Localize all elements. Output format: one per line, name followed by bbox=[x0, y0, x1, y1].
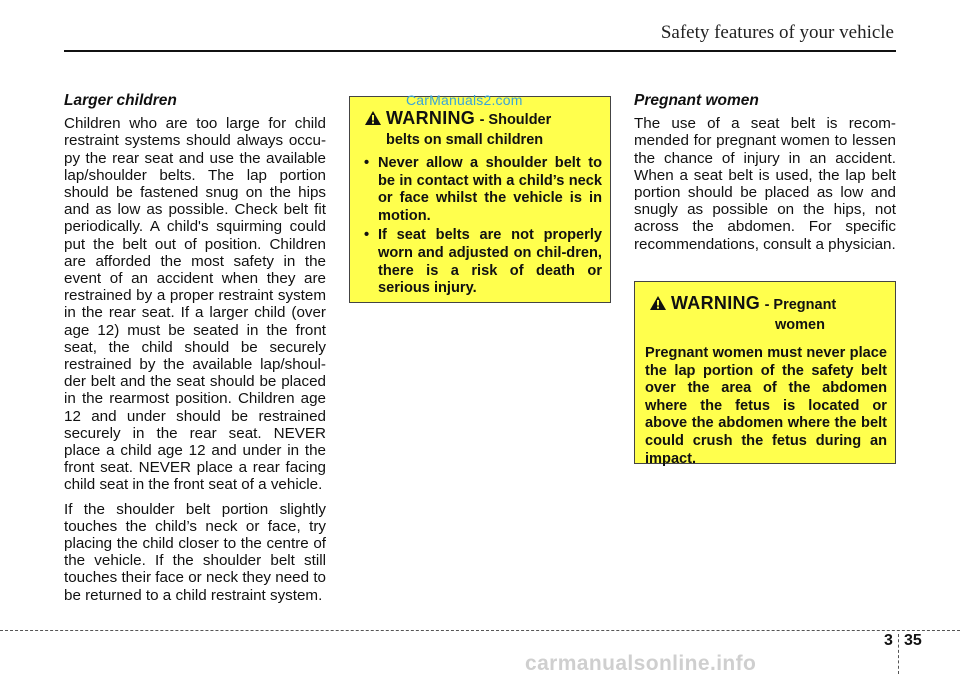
chapter-number: 3 bbox=[884, 632, 893, 649]
warning-triangle-icon bbox=[364, 110, 386, 131]
paragraph: The use of a seat belt is recom-mended for pregnant women to lessen the chance of injury in an accident. When a seat belt is used, the lap belt portion should be placed as low and snugly as possible on the hips, not across the abdomen. For specific recommendations, consult a physician. bbox=[634, 115, 896, 253]
warning-header bbox=[645, 294, 887, 316]
warning-label: WARNING bbox=[671, 293, 761, 313]
warning-box-shoulder-belts bbox=[349, 96, 611, 303]
watermark-text-top: CarManuals2.com bbox=[406, 92, 523, 108]
warning-header bbox=[364, 109, 602, 131]
page-number: 35 bbox=[904, 632, 922, 649]
warning-subtitle: - Shoulder bbox=[479, 112, 552, 128]
list-item: • If seat belts are not properly worn and adjusted on chil-dren, there is a risk of death or serious injury. bbox=[364, 227, 602, 297]
warning-label: WARNING bbox=[386, 108, 476, 128]
warning-subtitle-continued: belts on small children bbox=[386, 132, 544, 148]
page-number-separator bbox=[898, 634, 899, 674]
paragraph: If the shoulder belt portion slightly touches the child’s neck or face, try placing the child closer to the centre of the vehicle. If the shoulder belt still touches their face or neck they need to be returned to a child restraint system. bbox=[64, 500, 326, 604]
header-divider bbox=[64, 50, 896, 52]
warning-triangle-icon bbox=[649, 295, 671, 316]
warning-subtitle: - Pregnant bbox=[764, 297, 837, 313]
watermark-text-bottom: carmanualsonline.info bbox=[525, 652, 757, 675]
paragraph: Children who are too large for child restraint systems should always occu-py the rear seat and use the available lap/shoulder belts. The lap portion should be fastened snug on the hips and as low as possible. Check belt fit periodically. A child's squirming could put the belt out of position. Children are afforded the most safety in the event of an accident when they are restrained by a proper restraint system in the rear seat. If a larger child (over age 12) must be seated in the front seat, the child should be securely restrained by the available lap/shoul-der belt and the seat should be placed in the rearmost position. Children age 12 and under should be restrained securely in the rear seat. NEVER place a child age 12 and under in the front seat. NEVER place a rear facing child seat in the front seat of a vehicle. bbox=[64, 115, 326, 494]
warning-box-pregnant-women bbox=[634, 281, 896, 467]
right-column bbox=[634, 92, 896, 260]
warning-bullet-list bbox=[364, 155, 602, 298]
warning-subtitle-continued: women bbox=[775, 317, 825, 333]
left-column bbox=[64, 92, 326, 611]
section-heading-larger-children: Larger children bbox=[64, 92, 177, 109]
page-header-title: Safety features of your vehicle bbox=[660, 22, 894, 43]
section-heading-pregnant-women: Pregnant women bbox=[634, 92, 759, 109]
warning-body-text: Pregnant women must never place the lap portion of the safety belt over the area of the abdomen where the fetus is located or above the abdomen where the belt could crush the fetus during an impact. bbox=[645, 345, 887, 467]
footer-divider bbox=[0, 630, 960, 631]
list-item: • Never allow a shoulder belt to be in contact with a child’s neck or face whilst the vehicle is in motion. bbox=[364, 155, 602, 225]
